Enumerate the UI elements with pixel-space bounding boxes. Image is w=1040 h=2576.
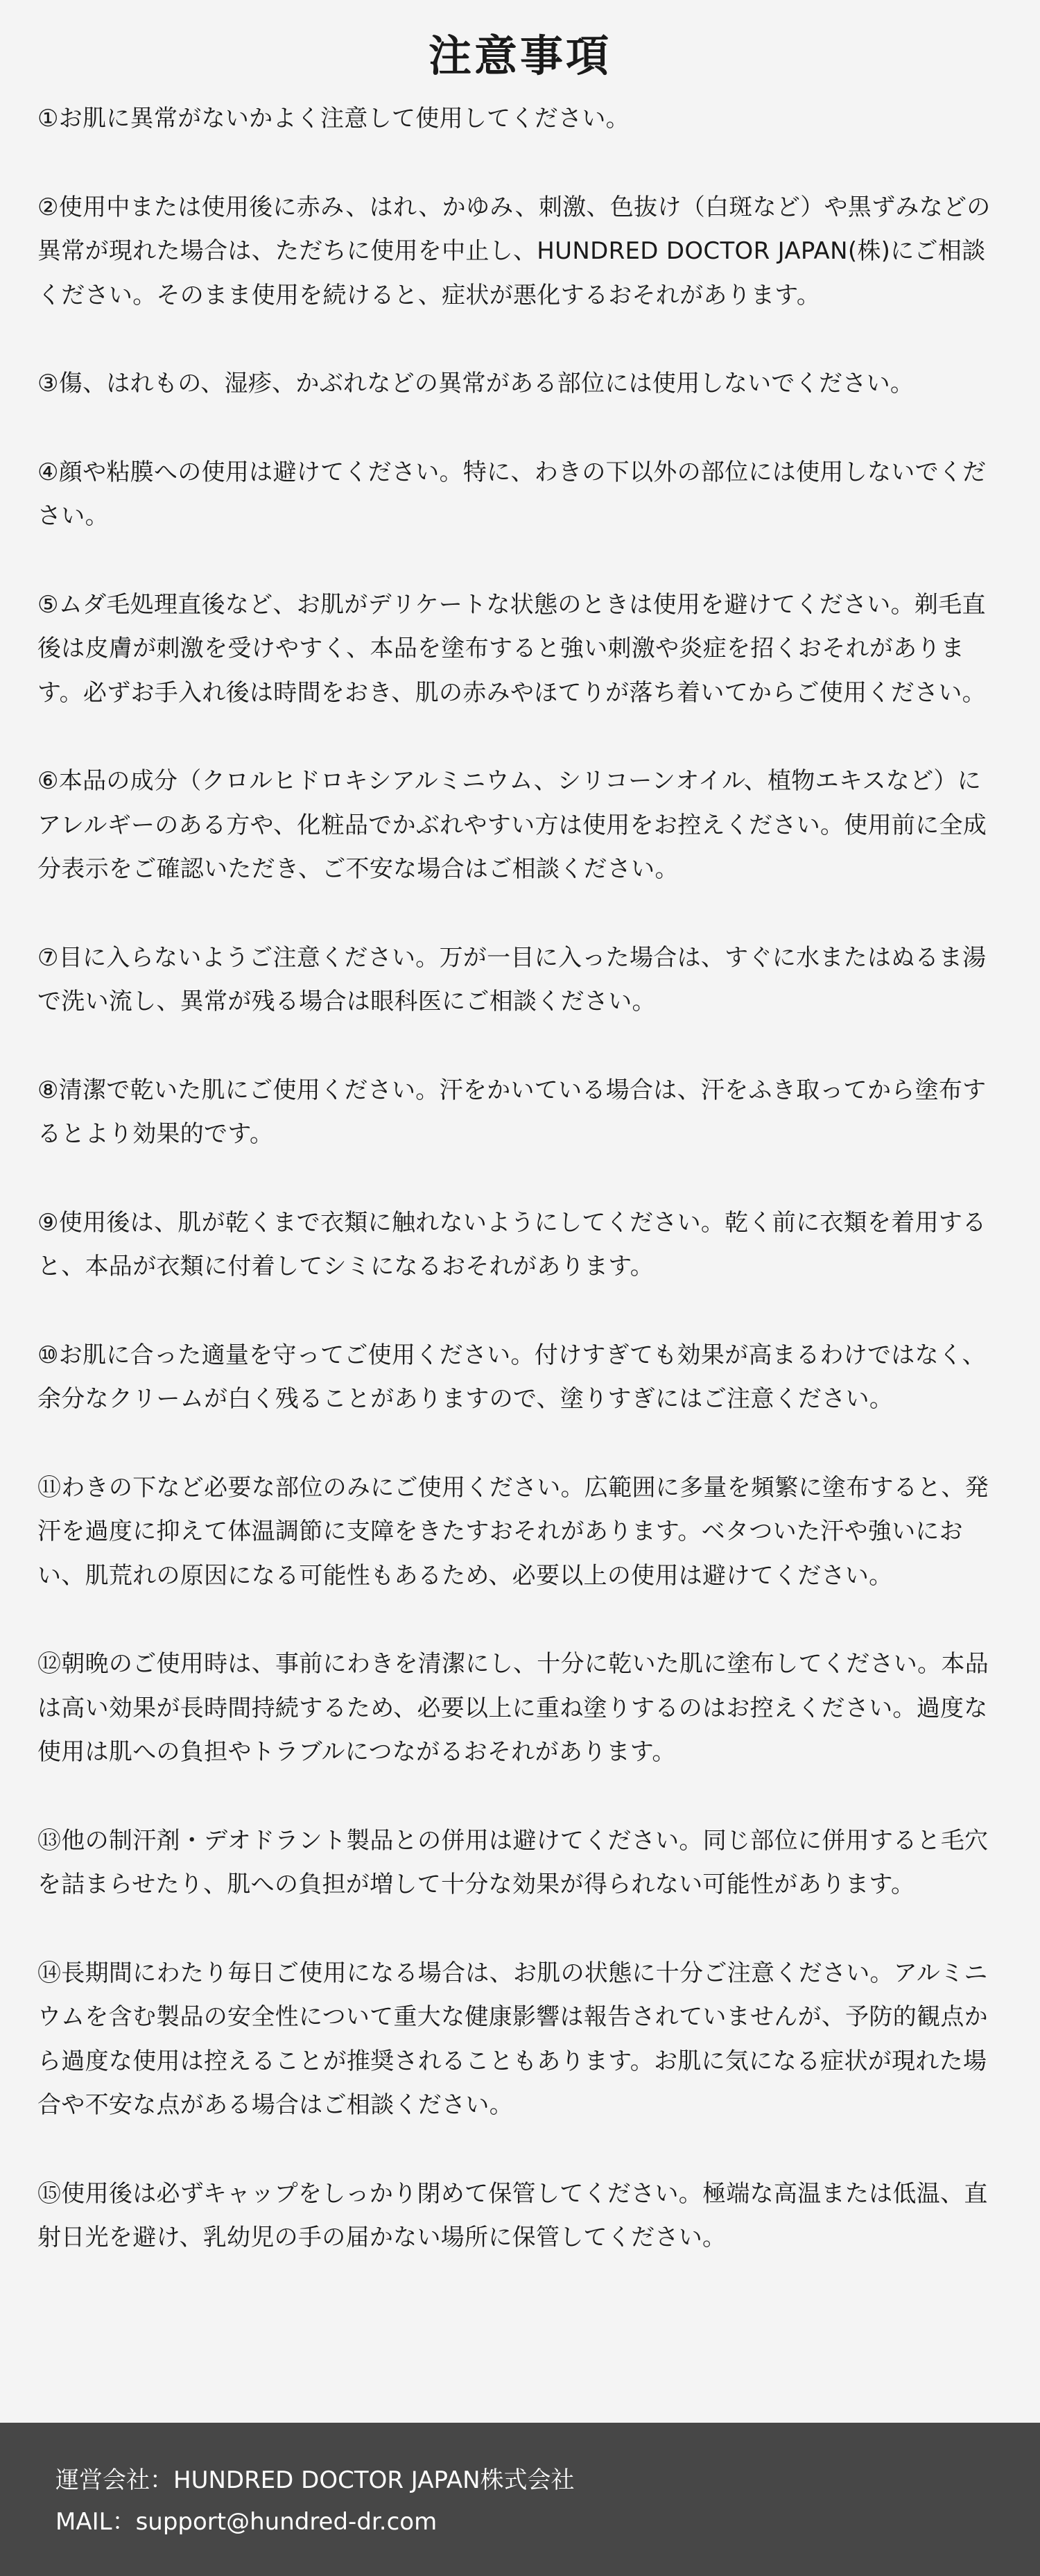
- notice-item-1: ①お肌に異常がないかよく注意して使用してください。: [37, 105, 630, 132]
- notice-item-10: ⑩お肌に合った適量を守ってご使用ください。付けすぎても効果が高まるわけではなく、余分なクリームが白く残ることがありますので、塗りすぎにはご注意ください。: [37, 1341, 986, 1413]
- contact-email[interactable]: MAIL：support@hundred-dr.com: [55, 2508, 437, 2536]
- notice-item-8: ⑧清潔で乾いた肌にご使用ください。汗をかいている場合は、汗をふき取ってから塗布するとより効果的です。: [37, 1076, 987, 1148]
- notice-item-12: ⑫朝晩のご使用時は、事前にわきを清潔にし、十分に乾いた肌に塗布してください。本品は高い効果が長時間持続するため、必要以上に重ね塗りするのはお控えください。過度な使用は肌への負担やトラブルにつながるおそれがあります。: [37, 1650, 989, 1766]
- notice-item-4: ④顔や粘膜への使用は避けてください。特に、わきの下以外の部位には使用しないでください。: [37, 458, 987, 530]
- notice-item-9: ⑨使用後は、肌が乾くまで衣類に触れないようにしてください。乾く前に衣類を着用すると、本品が衣類に付着してシミになるおそれがあります。: [37, 1208, 987, 1280]
- page-title: 注意事項: [428, 31, 612, 81]
- notice-item-11: ⑪わきの下など必要な部位のみにご使用ください。広範囲に多量を頻繁に塗布すると、発汗を過度に抑えて体温調節に支障をきたすおそれがあります。ベタついた汗や強いにおい、肌荒れの原因になる可能性もあるため、必要以上の使用は避けてください。: [37, 1473, 989, 1590]
- notice-item-3: ③傷、はれもの、湿疹、かぶれなどの異常がある部位には使用しないでください。: [37, 370, 915, 397]
- operating-company: 運営会社：HUNDRED DOCTOR JAPAN株式会社: [55, 2466, 575, 2494]
- notice-item-13: ⑬他の制汗剤・デオドラント製品との併用は避けてください。同じ部位に併用すると毛穴を詰まらせたり、肌への負担が増して十分な効果が得られない可能性があります。: [37, 1826, 989, 1898]
- notice-item-14: ⑭長期間にわたり毎日ご使用になる場合は、お肌の状態に十分ご注意ください。アルミニウムを含む製品の安全性について重大な健康影響は報告されていませんが、予防的観点から過度な使用は控えることが推奨されることもあります。お肌に気になる症状が現れた場合や不安な点がある場合はご相談ください。: [37, 1959, 988, 2119]
- notice-item-7: ⑦目に入らないようご注意ください。万が一目に入った場合は、すぐに水またはぬるま湯で洗い流し、異常が残る場合は眼科医にご相談ください。: [37, 943, 987, 1015]
- notice-list: [37, 97, 1004, 2305]
- notice-item-6: ⑥本品の成分（クロルヒドロキシアルミニウム、シリコーンオイル、植物エキスなど）にアレルギーのある方や、化粧品でかぶれやすい方は使用をお控えください。使用前に全成分表示をご確認いただき、ご不安な場合はご相談ください。: [37, 767, 987, 883]
- notice-item-15: ⑮使用後は必ずキャップをしっかり閉めて保管してください。極端な高温または低温、直射日光を避け、乳幼児の手の届かない場所に保管してください。: [37, 2179, 988, 2251]
- notice-item-2: ②使用中または使用後に赤み、はれ、かゆみ、刺激、色抜け（白斑など）や黒ずみなどの異常が現れた場合は、ただちに使用を中止し、HUNDRED DOCTOR JAPAN(株)にご相談ください。そのまま使用を続けると、症状が悪化するおそれがあります。: [37, 193, 991, 309]
- notice-item-5: ⑤ムダ毛処理直後など、お肌がデリケートな状態のときは使用を避けてください。剃毛直後は皮膚が刺激を受けやすく、本品を塗布すると強い刺激や炎症を招くおそれがあります。必ずお手入れ後は時間をおき、肌の赤みやほてりが落ち着いてからご使用ください。: [37, 590, 986, 707]
- footer: [0, 2423, 1040, 2576]
